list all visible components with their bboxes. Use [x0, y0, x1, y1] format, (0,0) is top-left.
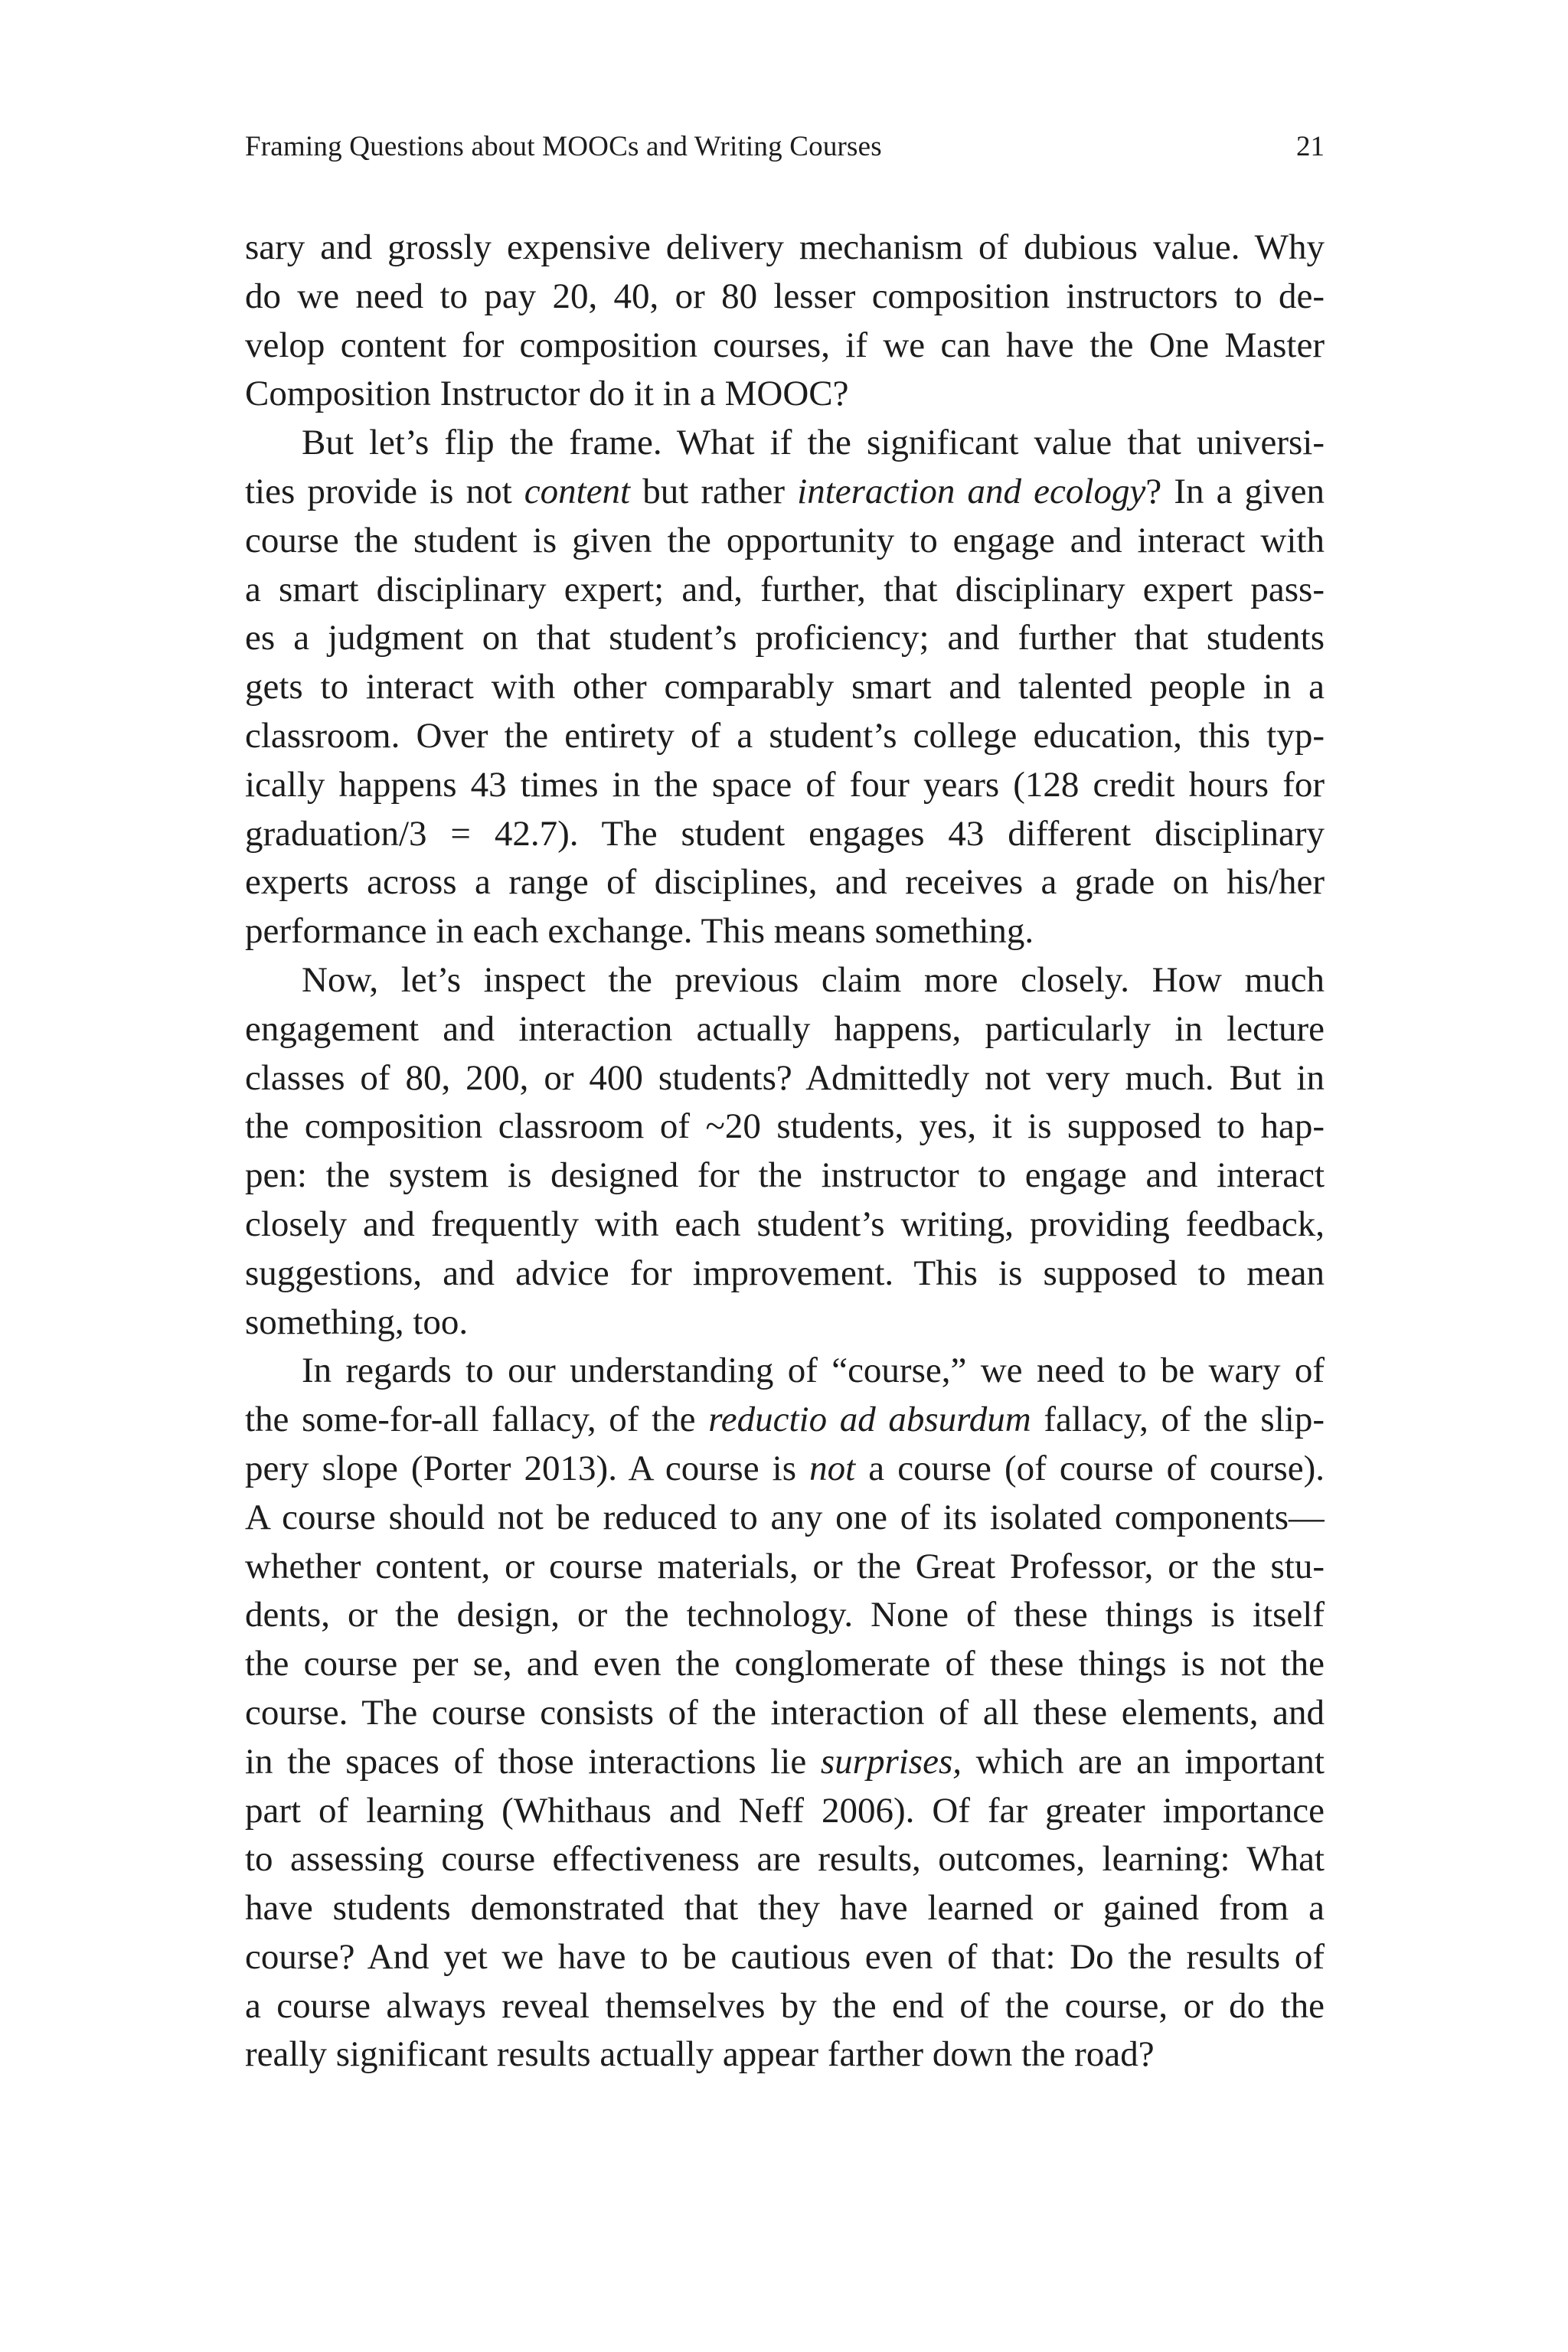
text-line: A course should not be reduced to any one of its isolated components—: [245, 1497, 1325, 1537]
text-line: the composition classroom of ~20 students, yes, it is supposed to hap-: [245, 1106, 1325, 1147]
emphasis-interaction-ecology: interaction and ecology: [797, 471, 1146, 511]
text-line: a course always reveal themselves by the end of the course, or do the: [245, 1985, 1325, 2026]
text-line: classes of 80, 200, or 400 students? Admittedly not very much. But in: [245, 1057, 1325, 1098]
text-line: sary and grossly expensive delivery mechanism of dubious value. Why: [245, 227, 1325, 267]
text-line: classroom. Over the entirety of a student’s college education, this typ-: [245, 715, 1325, 756]
text-line: something, too.: [245, 1302, 469, 1342]
running-header: [245, 127, 1325, 167]
text-run: ? In a given: [1145, 471, 1325, 511]
text-line: gets to interact with other comparably smart and talented people in a: [245, 667, 1325, 707]
emphasis-content: content: [524, 471, 631, 511]
text-line: course the student is given the opportunity to engage and interact with: [245, 520, 1325, 560]
text-line: In regards to our understanding of “course,” we need to be wary of: [302, 1351, 1325, 1391]
text-line: course? And yet we have to be cautious even of that: Do the results of: [245, 1936, 1325, 1977]
text-line: [245, 1738, 1325, 1787]
text-run: the some-for-all fallacy, of the: [245, 1400, 709, 1440]
emphasis-reductio: reductio ad absurdum: [708, 1400, 1031, 1440]
text-run: in the spaces of those interactions lie: [245, 1741, 821, 1782]
running-title: Framing Questions about MOOCs and Writing Courses: [245, 131, 882, 162]
text-run: ties provide is not: [245, 471, 524, 511]
text-line: pen: the system is designed for the instructor to engage and interact: [245, 1155, 1325, 1196]
text-line: the course per se, and even the conglomerate of these things is not the: [245, 1644, 1325, 1684]
text-line: velop content for composition courses, if we can have the One Master: [245, 325, 1325, 365]
paragraph-3: [245, 956, 1325, 1347]
page-number: 21: [1296, 131, 1325, 162]
emphasis-surprises: surprises,: [820, 1741, 962, 1782]
text-line: course. The course consists of the interaction of all these elements, and: [245, 1692, 1325, 1733]
body-text: [245, 224, 1325, 2079]
paragraph-2: [245, 419, 1325, 956]
emphasis-not: not: [809, 1448, 856, 1488]
text-line: performance in each exchange. This means something.: [245, 911, 1034, 952]
text-run: which are an important: [962, 1741, 1325, 1782]
text-run: a course (of course of course).: [855, 1448, 1325, 1488]
text-run: but rather: [630, 471, 798, 511]
text-line: experts across a range of disciplines, and receives a grade on his/her: [245, 862, 1325, 903]
text-line: to assessing course effectiveness are results, outcomes, learning: What: [245, 1839, 1325, 1880]
text-run: fallacy, of the slip-: [1031, 1400, 1325, 1440]
text-line: dents, or the design, or the technology. None of these things is itself: [245, 1595, 1325, 1635]
text-line: engagement and interaction actually happens, particularly in lecture: [245, 1008, 1325, 1049]
text-line: Composition Instructor do it in a MOOC?: [245, 374, 849, 414]
text-line: [245, 1445, 1325, 1494]
text-line: But let’s flip the frame. What if the significant value that universi-: [302, 423, 1325, 463]
text-line: ically happens 43 times in the space of four years (128 credit hours for: [245, 764, 1325, 805]
text-line: whether content, or course materials, or the Great Professor, or the stu-: [245, 1546, 1325, 1586]
text-line: closely and frequently with each student’s writing, providing feedback,: [245, 1204, 1325, 1244]
paragraph-4: [245, 1347, 1325, 2079]
text-line: suggestions, and advice for improvement. This is supposed to mean: [245, 1253, 1325, 1293]
text-run: pery slope (Porter 2013). A course is: [245, 1448, 810, 1488]
text-line: part of learning (Whithaus and Neff 2006). Of far greater importance: [245, 1790, 1325, 1831]
text-line: really significant results actually appear farther down the road?: [245, 2034, 1155, 2075]
paragraph-1: [245, 224, 1325, 419]
text-line: [245, 1396, 1325, 1445]
text-line: graduation/3 = 42.7). The student engages 43 different disciplinary: [245, 813, 1325, 854]
text-line: es a judgment on that student’s proficiency; and further that students: [245, 618, 1325, 658]
text-line: a smart disciplinary expert; and, further, that disciplinary expert pass-: [245, 569, 1325, 609]
text-line: do we need to pay 20, 40, or 80 lesser composition instructors to de-: [245, 276, 1325, 316]
text-line: [245, 468, 1325, 517]
text-line: have students demonstrated that they have learned or gained from a: [245, 1888, 1325, 1929]
text-line: Now, let’s inspect the previous claim more closely. How much: [302, 959, 1325, 1000]
